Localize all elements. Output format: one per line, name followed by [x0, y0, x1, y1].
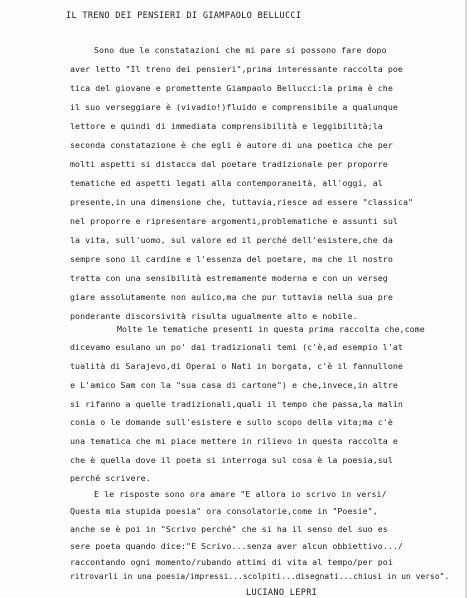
- text-line: giare assolutamente non aulico,ma che pur tuttavia nella sua pre: [70, 292, 393, 302]
- text-line: ritrovarli in una poesia/impressi...scolpiti...disegnati...chiusi in un verso".: [70, 572, 450, 581]
- text-line: tratta con una sensibilità estremamente moderna e con un verseg: [70, 273, 388, 283]
- text-line: perché scrivere.: [70, 473, 151, 483]
- document-title: IL TRENO DEI PENSIERI DI GIAMPAOLO BELLUCCI: [66, 11, 302, 21]
- text-line: sempre sono il cardine e l'essenza del poetare, ma che il nostro: [70, 254, 393, 264]
- author-signature: LUCIANO LEPRI: [246, 588, 318, 598]
- text-line: dicevamo esulano un po' dai tradizionali temi (c'è,ad esempio l'at: [70, 342, 403, 352]
- text-line: si rifanno a quelle tradizionali,quali il tempo che passa,la malin: [70, 399, 403, 409]
- text-line: che è quella dove il poeta si interroga sul cosa è la poesia,sul: [70, 455, 393, 465]
- text-line: una tematica che mi piace mettere in rilievo in questa raccolta e: [70, 436, 398, 446]
- text-line: tematiche ed aspetti legati alla contemporaneità, all'oggi, al: [70, 178, 383, 188]
- text-line: la vita, sull'uomo, sul valore ed il perché dell'esistere,che da: [70, 235, 393, 245]
- text-line: anche se è poi in "Scrivo perché" che si ha il senso del suo es: [70, 524, 388, 534]
- text-line: aver letto "Il treno dei pensieri",prima interessante raccolta poe: [70, 64, 403, 74]
- text-line: conia o le domande sull'esistere e sullo scopo della vita;ma c'è: [70, 417, 393, 427]
- text-line: nel proporre e ripresentare argomenti,problematiche e assunti sul: [70, 216, 398, 226]
- text-line: il suo verseggiare è (vivadio!)fluido e comprensibile a qualunque: [70, 102, 398, 112]
- text-line: lettore e quindi di immediata comprensibilità e leggibilità;la: [70, 121, 383, 131]
- text-line: ponderante discorsività risulta ugualmente alto e nobile.: [70, 311, 358, 321]
- text-line: tualità di Sarajevo,di Operai o Nati in borgata, c'è il fannullone: [70, 361, 403, 371]
- text-line: e L'amico Sam con la "sua casa di cartone") e che,invece,in altre: [70, 380, 398, 390]
- text-line: E le risposte sono ora amare "E allora io scrivo in versi/: [94, 489, 387, 499]
- text-line: Molte le tematiche presenti in questa prima raccolta che,come: [117, 324, 425, 334]
- text-line: Questa mia stupida poesia" ora consolatorie,come in "Poesie",: [70, 506, 378, 516]
- text-line: Sono due le constatazioni che mi pare si possono fare dopo: [94, 45, 387, 55]
- text-line: seconda constatazione è che egli è autore di una poetica che per: [70, 140, 393, 150]
- text-line: sere poeta quando dice:"E Scrivo...senza aver alcun obbiettivo.../: [70, 541, 403, 551]
- text-line: raccontando ogni momento/rubando attimi di vita al tempo/per poi: [70, 557, 393, 567]
- text-line: tica del giovane e promettente Giampaolo Bellucci:la prima è che: [70, 83, 393, 93]
- text-line: presente,in una dimensione che, tuttavia,riesce ad essere "classica": [70, 197, 414, 207]
- text-line: molti aspetti si distacca dal poetare tradizionale per proporre: [70, 159, 388, 169]
